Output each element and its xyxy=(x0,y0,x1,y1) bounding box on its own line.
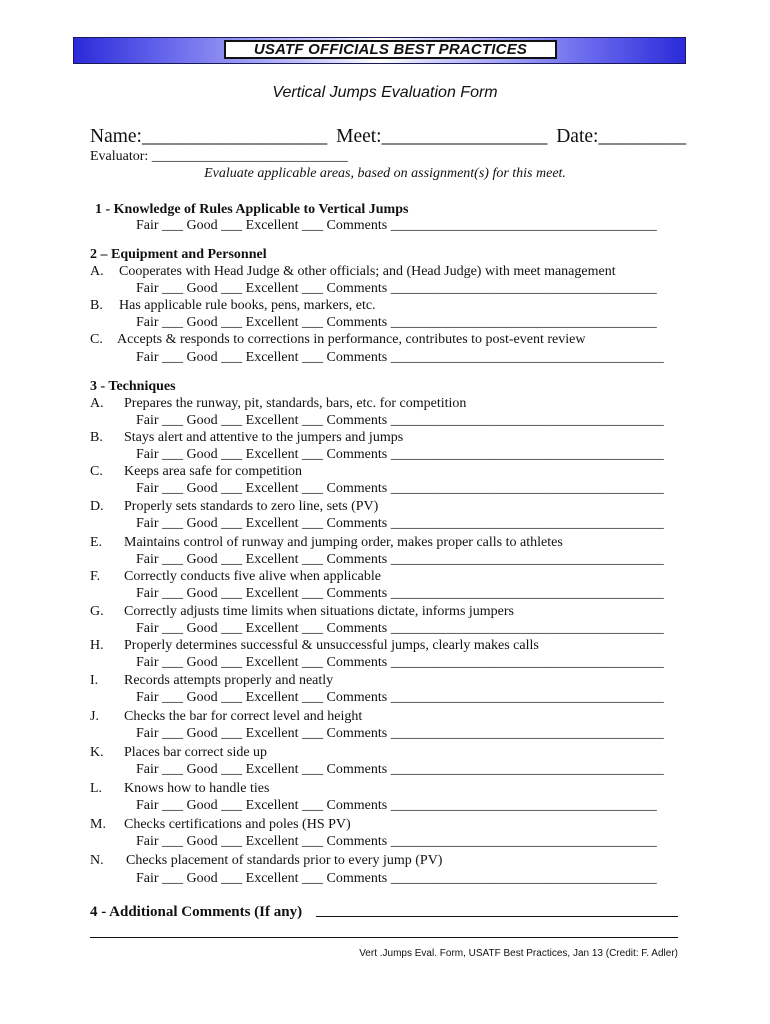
header-fields xyxy=(90,126,690,148)
item-label: J. xyxy=(90,709,99,724)
item-text: Knows how to handle ties xyxy=(124,781,270,796)
item-text: Checks placement of standards prior to every jump (PV) xyxy=(126,853,443,868)
meet-field[interactable]: Meet:_________________ xyxy=(336,126,548,147)
item-text: Properly sets standards to zero line, sets (PV) xyxy=(124,499,379,514)
item-rating[interactable]: Fair ___ Good ___ Excellent ___ Comments ______________________________________ xyxy=(136,281,657,296)
item-label: L. xyxy=(90,781,103,796)
item-text: Cooperates with Head Judge & other officials; and (Head Judge) with meet management xyxy=(119,264,616,279)
item-text: Maintains control of runway and jumping order, makes proper calls to athletes xyxy=(124,535,563,550)
item-rating[interactable]: Fair ___ Good ___ Excellent ___ Comments _______________________________________ xyxy=(136,481,664,496)
item-text: Properly determines successful & unsuccessful jumps, clearly makes calls xyxy=(124,638,539,653)
banner-title: USATF OFFICIALS BEST PRACTICES xyxy=(224,40,557,59)
item-rating[interactable]: Fair ___ Good ___ Excellent ___ Comments _______________________________________ xyxy=(136,726,664,741)
additional-comments-label: 4 - Additional Comments (If any) xyxy=(90,904,303,920)
item-text: Accepts & responds to corrections in performance, contributes to post-event review xyxy=(117,332,586,347)
item-rating[interactable]: Fair ___ Good ___ Excellent ___ Comments _______________________________________ xyxy=(136,690,664,705)
item-text: Stays alert and attentive to the jumpers and jumps xyxy=(124,430,404,445)
item-label: K. xyxy=(90,745,104,760)
item-text: Correctly conducts five alive when applicable xyxy=(124,569,381,584)
item-rating[interactable]: Fair ___ Good ___ Excellent ___ Comments ______________________________________ xyxy=(136,798,657,813)
evaluator-field[interactable]: Evaluator: ____________________________ xyxy=(90,149,348,164)
instructions xyxy=(0,166,770,182)
item-rating[interactable]: Fair ___ Good ___ Excellent ___ Comments _______________________________________ xyxy=(136,413,664,428)
item-label: C. xyxy=(90,464,103,479)
section-1-rating[interactable]: Fair ___ Good ___ Excellent ___ Comments ______________________________________ xyxy=(136,218,657,233)
item-text: Checks certifications and poles (HS PV) xyxy=(124,817,351,832)
item-rating[interactable]: Fair ___ Good ___ Excellent ___ Comments ______________________________________ xyxy=(136,834,657,849)
item-label: I. xyxy=(90,673,99,688)
banner xyxy=(73,37,686,64)
item-label: B. xyxy=(90,430,103,445)
item-text: Has applicable rule books, pens, markers, etc. xyxy=(119,298,376,313)
name-field[interactable]: Name:___________________ xyxy=(90,126,328,147)
item-rating[interactable]: Fair ___ Good ___ Excellent ___ Comments _______________________________________ xyxy=(136,655,664,670)
date-field[interactable]: Date:_________ xyxy=(556,126,687,147)
footer: Vert .Jumps Eval. Form, USATF Best Practices, Jan 13 (Credit: F. Adler) xyxy=(359,948,678,959)
section-3-title: 3 - Techniques xyxy=(90,379,176,394)
section-2-title: 2 – Equipment and Personnel xyxy=(90,247,267,262)
form-title: Vertical Jumps Evaluation Form xyxy=(272,84,498,101)
item-label: D. xyxy=(90,499,104,514)
item-label: C. xyxy=(90,332,103,347)
item-rating[interactable]: Fair ___ Good ___ Excellent ___ Comments _______________________________________ xyxy=(136,552,664,567)
item-label: E. xyxy=(90,535,103,550)
item-rating[interactable]: Fair ___ Good ___ Excellent ___ Comments _______________________________________ xyxy=(136,621,664,636)
item-label: A. xyxy=(90,396,104,411)
item-rating[interactable]: Fair ___ Good ___ Excellent ___ Comments _______________________________________ xyxy=(136,762,664,777)
additional-comments-line-2[interactable] xyxy=(90,937,678,938)
additional-comments-line[interactable] xyxy=(316,916,678,917)
item-label: F. xyxy=(90,569,101,584)
item-rating[interactable]: Fair ___ Good ___ Excellent ___ Comments _______________________________________ xyxy=(136,447,664,462)
item-text: Correctly adjusts time limits when situations dictate, informs jumpers xyxy=(124,604,514,619)
item-text: Records attempts properly and neatly xyxy=(124,673,334,688)
item-text: Places bar correct side up xyxy=(124,745,268,760)
item-rating[interactable]: Fair ___ Good ___ Excellent ___ Comments _______________________________________ xyxy=(136,350,664,365)
item-text: Prepares the runway, pit, standards, bars, etc. for competition xyxy=(124,396,467,411)
item-rating[interactable]: Fair ___ Good ___ Excellent ___ Comments ______________________________________ xyxy=(136,315,657,330)
item-label: H. xyxy=(90,638,104,653)
item-label: B. xyxy=(90,298,103,313)
item-label: N. xyxy=(90,853,104,868)
item-label: A. xyxy=(90,264,104,279)
section-1-title: 1 - Knowledge of Rules Applicable to Vertical Jumps xyxy=(95,202,409,217)
item-label: M. xyxy=(90,817,106,832)
item-rating[interactable]: Fair ___ Good ___ Excellent ___ Comments _______________________________________ xyxy=(136,516,664,531)
item-label: G. xyxy=(90,604,104,619)
item-text: Keeps area safe for competition xyxy=(124,464,303,479)
item-rating[interactable]: Fair ___ Good ___ Excellent ___ Comments _______________________________________ xyxy=(136,586,664,601)
item-text: Checks the bar for correct level and height xyxy=(124,709,363,724)
instructions-text: Evaluate applicable areas, based on assignment(s) for this meet. xyxy=(204,166,566,181)
item-rating[interactable]: Fair ___ Good ___ Excellent ___ Comments ______________________________________ xyxy=(136,871,657,886)
